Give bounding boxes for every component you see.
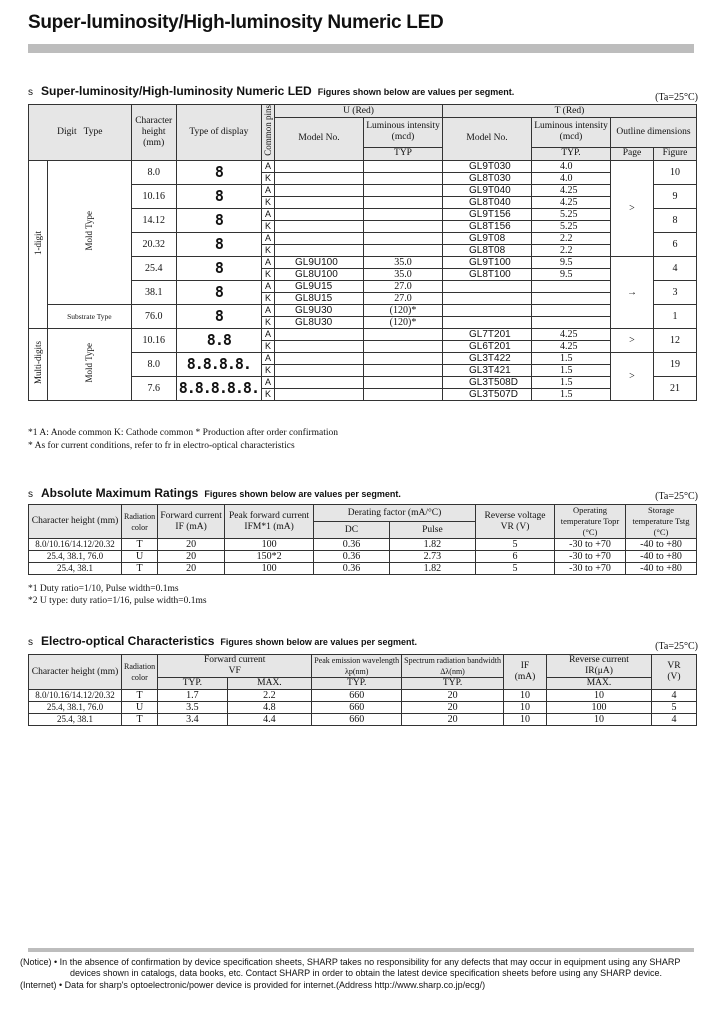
u-model (275, 244, 364, 256)
t-luminous: 1.5 (532, 364, 611, 376)
table-row (29, 563, 697, 575)
bullet: s (28, 87, 33, 98)
table-cell: 3.4 (158, 714, 227, 726)
h-char: Character height (mm) (29, 505, 122, 539)
u-model (275, 328, 364, 340)
display-glyph: 8 (176, 160, 261, 184)
table-cell: 2.73 (389, 551, 475, 563)
col-char-height: Character height (mm) (131, 105, 176, 161)
u-model: GL8U100 (275, 268, 364, 280)
figure-ref: 21 (654, 376, 697, 400)
t-luminous: 4.25 (532, 196, 611, 208)
table-cell: 5 (476, 539, 555, 551)
col-t-red: T (Red) (443, 105, 697, 118)
table-cell: 25.4, 38.1, 76.0 (29, 551, 122, 563)
t-luminous: 2.2 (532, 244, 611, 256)
common-pin: A (262, 352, 275, 364)
h-spec (402, 655, 504, 678)
h-dl: Δλ(nm) (440, 667, 465, 676)
common-pin: K (262, 388, 275, 400)
h-u-typ: TYP (364, 147, 443, 160)
u-model: GL9U15 (275, 280, 364, 292)
h-peak (312, 655, 402, 678)
h-char: Character height (mm) (29, 655, 122, 690)
u-luminous (364, 328, 443, 340)
figure-ref: 1 (654, 304, 697, 328)
figure-ref: 8 (654, 208, 697, 232)
display-glyph: 8 (176, 184, 261, 208)
title-bar (28, 44, 694, 53)
table-row (29, 702, 697, 714)
u-luminous: 35.0 (364, 256, 443, 268)
common-pin: A (262, 208, 275, 220)
table-cell: 25.4, 38.1, 76.0 (29, 702, 122, 714)
notice-label: (Notice) (20, 957, 52, 967)
table-cell: 20 (402, 714, 504, 726)
u-luminous (364, 220, 443, 232)
t-luminous: 4.25 (532, 328, 611, 340)
internet-text: • Data for sharp's optoelectronic/power device is provided for internet.(Address http://www.sharp.co.jp/ecg/) (59, 980, 486, 990)
table-cell: U (122, 551, 158, 563)
table-cell: 20 (402, 690, 504, 702)
group-mold (48, 160, 132, 304)
common-pin: K (262, 340, 275, 352)
display-glyph: 8 (176, 280, 261, 304)
common-pin: A (262, 256, 275, 268)
table-cell: 100 (547, 702, 652, 714)
common-pin: K (262, 316, 275, 328)
notice-text: • In the absence of confirmation by device specification sheets, SHARP takes no responsibility for any defects that may occur in equipment using any SHARP (54, 957, 681, 967)
h-rad: Radiation color (122, 505, 158, 539)
t-luminous: 4.25 (532, 184, 611, 196)
display-glyph: 8 (176, 256, 261, 280)
table-cell: 100 (225, 563, 314, 575)
u-model (275, 364, 364, 376)
col-u-red: U (Red) (275, 105, 443, 118)
u-model (275, 160, 364, 172)
t-luminous: 9.5 (532, 268, 611, 280)
common-pin: A (262, 376, 275, 388)
col-digit-type (29, 105, 132, 161)
u-model (275, 196, 364, 208)
common-pin: A (262, 304, 275, 316)
char-height: 8.0 (131, 160, 176, 184)
char-height: 76.0 (131, 304, 176, 328)
figure-ref: 19 (654, 352, 697, 376)
t-model (443, 280, 532, 292)
u-model: GL8U30 (275, 316, 364, 328)
note-2: * As for current conditions, refer to fr in electro-optical characteristics (28, 441, 295, 451)
heading-sub: Figures shown below are values per segment. (317, 87, 515, 97)
u-luminous: 35.0 (364, 268, 443, 280)
heading-text: Absolute Maximum Ratings (41, 486, 199, 500)
h-type: Type (83, 126, 103, 137)
table-cell: 0.36 (314, 563, 390, 575)
u-model (275, 232, 364, 244)
t-luminous: 4.0 (532, 160, 611, 172)
t-luminous: 1.5 (532, 352, 611, 364)
table-cell: 4.4 (227, 714, 312, 726)
group-mold-label: Mold Type (83, 211, 94, 251)
group-substrate: Substrate Type (48, 304, 132, 328)
char-height: 25.4 (131, 256, 176, 280)
h-digit: Digit (57, 126, 77, 137)
figure-ref: 6 (654, 232, 697, 256)
t-luminous: 4.25 (532, 340, 611, 352)
table-row (29, 304, 697, 316)
u-luminous: (120)* (364, 304, 443, 316)
section-heading-numeric (28, 84, 514, 98)
table-cell: 4 (652, 714, 697, 726)
display-glyph: 8.8.8.8.8. (176, 376, 261, 400)
u-model (275, 184, 364, 196)
table-cell: -40 to +80 (626, 551, 697, 563)
table-row (29, 690, 697, 702)
u-luminous (364, 184, 443, 196)
note-1: *1 A: Anode common K: Cathode common * Production after order confirmation (28, 428, 339, 438)
u-luminous (364, 196, 443, 208)
table-cell: 5 (476, 563, 555, 575)
h-topr: Operating temperature Topr (°C) (555, 505, 626, 539)
h-ifp: Peak forward current IFM*1 (mA) (225, 505, 314, 539)
table-cell: 10 (504, 702, 547, 714)
table-cell: 660 (312, 714, 402, 726)
table-row (29, 539, 697, 551)
t-model: GL8T040 (443, 196, 532, 208)
table-cell: 8.0/10.16/14.12/20.32 (29, 539, 122, 551)
col-display: Type of display (176, 105, 261, 161)
t-model (443, 304, 532, 316)
char-height: 7.6 (131, 376, 176, 400)
bullet: s (28, 489, 33, 500)
footer-bar (28, 948, 694, 952)
h-if-text: IF (520, 661, 530, 671)
ta-condition: (Ta=25°C) (655, 491, 698, 502)
table-cell: 660 (312, 690, 402, 702)
u-luminous (364, 388, 443, 400)
t-model: GL9T156 (443, 208, 532, 220)
h-figure: Figure (654, 147, 697, 160)
t-luminous (532, 304, 611, 316)
h-t-model: Model No. (443, 118, 532, 161)
display-glyph: 8.8.8.8. (176, 352, 261, 376)
note-3: *1 Duty ratio=1/10, Pulse width=0.1ms (28, 584, 179, 594)
h-vf-text: Forward current (203, 655, 266, 665)
table-cell: -40 to +80 (626, 539, 697, 551)
t-luminous: 4.0 (532, 172, 611, 184)
t-model: GL9T08 (443, 232, 532, 244)
h-u-model: Model No. (275, 118, 364, 161)
h-vr-text: VR (667, 661, 681, 671)
table-cell: 660 (312, 702, 402, 714)
display-glyph: 8.8 (176, 328, 261, 352)
u-luminous: 27.0 (364, 292, 443, 304)
section-heading-electro (28, 634, 417, 648)
char-height: 38.1 (131, 280, 176, 304)
common-pin: K (262, 292, 275, 304)
table-cell: 2.2 (227, 690, 312, 702)
t-luminous: 2.2 (532, 232, 611, 244)
table-cell: 4 (652, 690, 697, 702)
h-u-lum: Luminous intensity (mcd) (364, 118, 443, 148)
t-luminous (532, 280, 611, 292)
t-model: GL8T030 (443, 172, 532, 184)
h-typ: TYP. (158, 678, 227, 690)
u-luminous (364, 364, 443, 376)
table-cell: 1.82 (389, 539, 475, 551)
h-iru: IR(μA) (585, 666, 613, 676)
u-model (275, 172, 364, 184)
table-cell: -30 to +70 (555, 539, 626, 551)
group-multi (29, 328, 48, 400)
h-rad: Radiation color (122, 655, 158, 690)
u-model (275, 376, 364, 388)
h-ir (547, 655, 652, 678)
t-model: GL3T508D (443, 376, 532, 388)
heading-text: Electro-optical Characteristics (41, 634, 215, 648)
table-row (29, 714, 697, 726)
page-ref: > (611, 328, 654, 352)
page-ref: > (611, 352, 654, 400)
char-height: 10.16 (131, 184, 176, 208)
u-luminous (364, 376, 443, 388)
table-cell: 20 (402, 702, 504, 714)
figure-ref: 4 (654, 256, 697, 280)
h-if (504, 655, 547, 690)
t-luminous: 1.5 (532, 388, 611, 400)
internet-line (20, 980, 485, 990)
table-row (29, 160, 697, 172)
t-model: GL7T201 (443, 328, 532, 340)
table-cell: 20 (158, 539, 225, 551)
page-ref: → (611, 256, 654, 328)
table-row (29, 551, 697, 563)
table-cell: -30 to +70 (555, 563, 626, 575)
ta-condition: (Ta=25°C) (655, 641, 698, 652)
char-height: 14.12 (131, 208, 176, 232)
h-common: Common pins (262, 105, 273, 156)
t-model (443, 292, 532, 304)
table-cell: 10 (547, 690, 652, 702)
t-luminous (532, 316, 611, 328)
u-luminous: (120)* (364, 316, 443, 328)
t-luminous (532, 292, 611, 304)
table-cell: -40 to +80 (626, 563, 697, 575)
t-luminous: 1.5 (532, 376, 611, 388)
table-cell: 8.0/10.16/14.12/20.32 (29, 690, 122, 702)
t-model: GL9T100 (443, 256, 532, 268)
numeric-led-table (28, 104, 697, 401)
t-model: GL8T08 (443, 244, 532, 256)
t-model: GL9T040 (443, 184, 532, 196)
u-luminous (364, 244, 443, 256)
h-page: Page (611, 147, 654, 160)
table-cell: 0.36 (314, 539, 390, 551)
h-max-2: MAX. (547, 678, 652, 690)
table-cell: 10 (504, 690, 547, 702)
h-t-lum: Luminous intensity (mcd) (532, 118, 611, 148)
heading-sub: Figures shown below are values per segment. (220, 637, 417, 647)
common-pin: K (262, 268, 275, 280)
table-cell: T (122, 563, 158, 575)
h-pulse: Pulse (389, 522, 475, 539)
table-cell: U (122, 702, 158, 714)
h-ir-text: Reverse current (569, 655, 629, 665)
table-cell: 1.7 (158, 690, 227, 702)
u-luminous (364, 160, 443, 172)
h-spec-text: Spectrum radiation bandwidth (404, 656, 501, 665)
t-model: GL6T201 (443, 340, 532, 352)
page-title: Super-luminosity/High-luminosity Numeric LED (28, 12, 444, 33)
h-t-typ: TYP. (532, 147, 611, 160)
common-pin: K (262, 364, 275, 376)
group-multi-label: Multi-digits (32, 341, 43, 385)
char-height: 8.0 (131, 352, 176, 376)
h-vr (652, 655, 697, 690)
t-model: GL3T421 (443, 364, 532, 376)
electro-optical-table (28, 654, 697, 726)
figure-ref: 9 (654, 184, 697, 208)
heading-sub: Figures shown below are values per segment. (204, 489, 401, 499)
t-model: GL9T030 (443, 160, 532, 172)
h-lp: λp(nm) (344, 667, 369, 676)
table-cell: T (122, 539, 158, 551)
note-4: *2 U type: duty ratio=1/16, pulse width=0.1ms (28, 596, 207, 606)
u-luminous (364, 208, 443, 220)
h-typ-2: TYP. (312, 678, 402, 690)
t-model: GL3T507D (443, 388, 532, 400)
table-cell: 0.36 (314, 551, 390, 563)
section-heading-absmax (28, 486, 401, 500)
h-if: Forward current IF (mA) (158, 505, 225, 539)
common-pin: A (262, 184, 275, 196)
abs-max-table (28, 504, 697, 575)
common-pin: A (262, 280, 275, 292)
table-cell: 25.4, 38.1 (29, 563, 122, 575)
t-luminous: 5.25 (532, 220, 611, 232)
internet-label: (Internet) (20, 980, 57, 990)
figure-ref: 12 (654, 328, 697, 352)
display-glyph: 8 (176, 208, 261, 232)
table-row (29, 328, 697, 340)
table-cell: 150*2 (225, 551, 314, 563)
table-cell: -30 to +70 (555, 551, 626, 563)
h-der: Derating factor (mA/°C) (314, 505, 476, 522)
bullet: s (28, 637, 33, 648)
u-model: GL8U15 (275, 292, 364, 304)
table-cell: 6 (476, 551, 555, 563)
table-cell: 10 (504, 714, 547, 726)
table-cell: 10 (547, 714, 652, 726)
h-peak-text: Peak emission wavelength (314, 656, 400, 665)
u-luminous (364, 172, 443, 184)
ta-condition: (Ta=25°C) (655, 92, 698, 103)
t-model: GL8T156 (443, 220, 532, 232)
group-1digit (29, 160, 48, 328)
table-cell: 20 (158, 551, 225, 563)
table-cell: 4.8 (227, 702, 312, 714)
u-model: GL9U30 (275, 304, 364, 316)
u-luminous: 27.0 (364, 280, 443, 292)
table-cell: T (122, 690, 158, 702)
t-model (443, 316, 532, 328)
h-vr: Reverse voltage VR (V) (476, 505, 555, 539)
table-cell: 25.4, 38.1 (29, 714, 122, 726)
common-pin: K (262, 244, 275, 256)
col-common (262, 105, 275, 161)
page-ref: > (611, 160, 654, 256)
group-1digit-label: 1-digit (32, 230, 43, 255)
h-vf-sym: VF (228, 666, 241, 676)
common-pin: K (262, 172, 275, 184)
table-cell: 3.5 (158, 702, 227, 714)
figure-ref: 3 (654, 280, 697, 304)
u-luminous (364, 352, 443, 364)
t-luminous: 9.5 (532, 256, 611, 268)
table-cell: T (122, 714, 158, 726)
table-cell: 5 (652, 702, 697, 714)
notice-line-1 (20, 957, 680, 967)
h-ifu: (mA) (514, 672, 536, 682)
u-model (275, 340, 364, 352)
display-glyph: 8 (176, 304, 261, 328)
u-model (275, 388, 364, 400)
common-pin: K (262, 220, 275, 232)
common-pin: K (262, 196, 275, 208)
u-model (275, 220, 364, 232)
u-model (275, 352, 364, 364)
h-tstg: Storage temperature Tstg (°C) (626, 505, 697, 539)
table-cell: 100 (225, 539, 314, 551)
h-typ-3: TYP. (402, 678, 504, 690)
common-pin: A (262, 232, 275, 244)
h-outline: Outline dimensions (611, 118, 697, 148)
common-pin: A (262, 328, 275, 340)
h-max: MAX. (227, 678, 312, 690)
notice-line-2: devices shown in catalogs, data books, etc. Contact SHARP in order to obtain the latest device specification sheets before using any SHARP device. (70, 968, 663, 978)
h-vru: (V) (667, 672, 681, 682)
t-model: GL3T422 (443, 352, 532, 364)
figure-ref: 10 (654, 160, 697, 184)
common-pin: A (262, 160, 275, 172)
t-luminous: 5.25 (532, 208, 611, 220)
char-height: 20.32 (131, 232, 176, 256)
table-cell: 20 (158, 563, 225, 575)
char-height: 10.16 (131, 328, 176, 352)
heading-text: Super-luminosity/High-luminosity Numeric LED (41, 84, 312, 98)
table-cell: 1.82 (389, 563, 475, 575)
group-mold-2-label: Mold Type (83, 343, 94, 383)
u-model (275, 208, 364, 220)
display-glyph: 8 (176, 232, 261, 256)
h-vf (158, 655, 312, 678)
h-dc: DC (314, 522, 390, 539)
group-mold-2 (48, 328, 132, 400)
u-luminous (364, 232, 443, 244)
u-model: GL9U100 (275, 256, 364, 268)
u-luminous (364, 340, 443, 352)
t-model: GL8T100 (443, 268, 532, 280)
